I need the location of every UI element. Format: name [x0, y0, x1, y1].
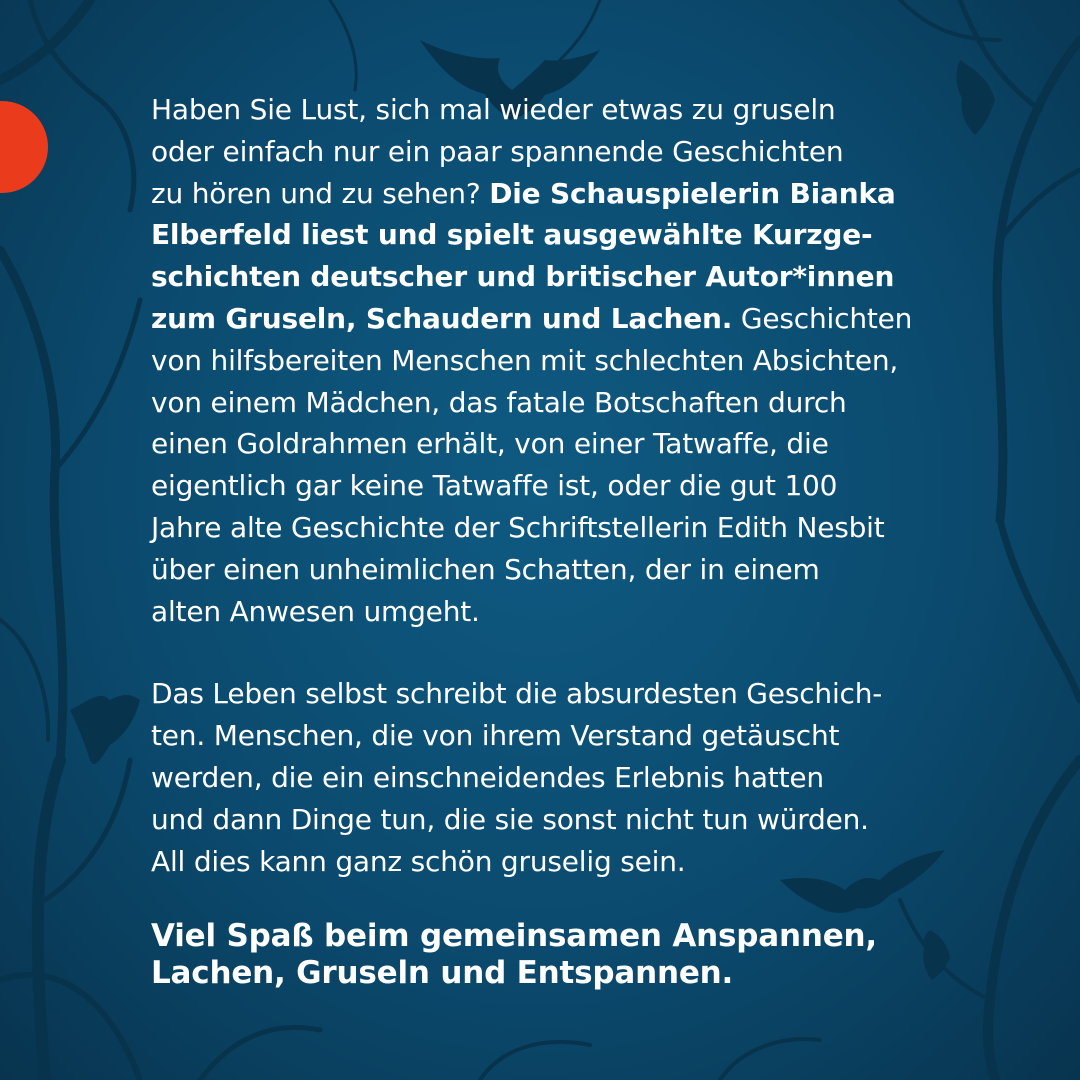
- text-regular: Geschichten: [732, 301, 913, 335]
- text-bold: Die Schauspielerin Bianka: [489, 176, 896, 210]
- text-line: All dies kann ganz schön gruselig sein.: [151, 844, 686, 878]
- text-line-mixed: [151, 173, 1011, 215]
- closing-statement: [151, 918, 1011, 992]
- text-line-bold: schichten deutscher und britischer Autor*innen: [151, 260, 895, 294]
- text-line: Das Leben selbst schreibt die absurdesten Geschich-: [151, 677, 883, 711]
- text-line: alten Anwesen umgeht.: [151, 594, 480, 628]
- text-regular: zu hören und zu sehen?: [151, 176, 490, 210]
- text-line: über einen unheimlichen Schatten, der in einem: [151, 552, 820, 586]
- intro-paragraph: [151, 89, 1011, 632]
- text-line: eigentlich gar keine Tatwaffe ist, oder die gut 100: [151, 469, 838, 503]
- text-line: von hilfsbereiten Menschen mit schlechten Absichten,: [151, 343, 899, 377]
- text-line: Haben Sie Lust, sich mal wieder etwas zu gruseln: [151, 93, 836, 126]
- text-line: Jahre alte Geschichte der Schriftstellerin Edith Nesbit: [151, 510, 885, 544]
- text-line: und dann Dinge tun, die sie sonst nicht tun würden.: [151, 802, 869, 836]
- closing-line: Viel Spaß beim gemeinsamen Anspannen,: [151, 918, 878, 955]
- text-line-mixed: [151, 298, 1011, 340]
- text-line-bold: Elberfeld liest und spielt ausgewählte Kurzge-: [151, 218, 873, 252]
- text-line: werden, die ein einschneidendes Erlebnis hatten: [151, 760, 824, 794]
- text-line: von einem Mädchen, das fatale Botschaften durch: [151, 385, 847, 419]
- text-bold: zum Gruseln, Schaudern und Lachen.: [151, 301, 733, 335]
- text-line: oder einfach nur ein paar spannende Geschichten: [151, 134, 844, 168]
- second-paragraph: [151, 673, 1011, 882]
- closing-line: Lachen, Gruseln und Entspannen.: [151, 955, 734, 992]
- text-line: einen Goldrahmen erhält, von einer Tatwaffe, die: [151, 427, 829, 461]
- text-line: ten. Menschen, die von ihrem Verstand getäuscht: [151, 719, 840, 753]
- text-content: [151, 89, 1011, 992]
